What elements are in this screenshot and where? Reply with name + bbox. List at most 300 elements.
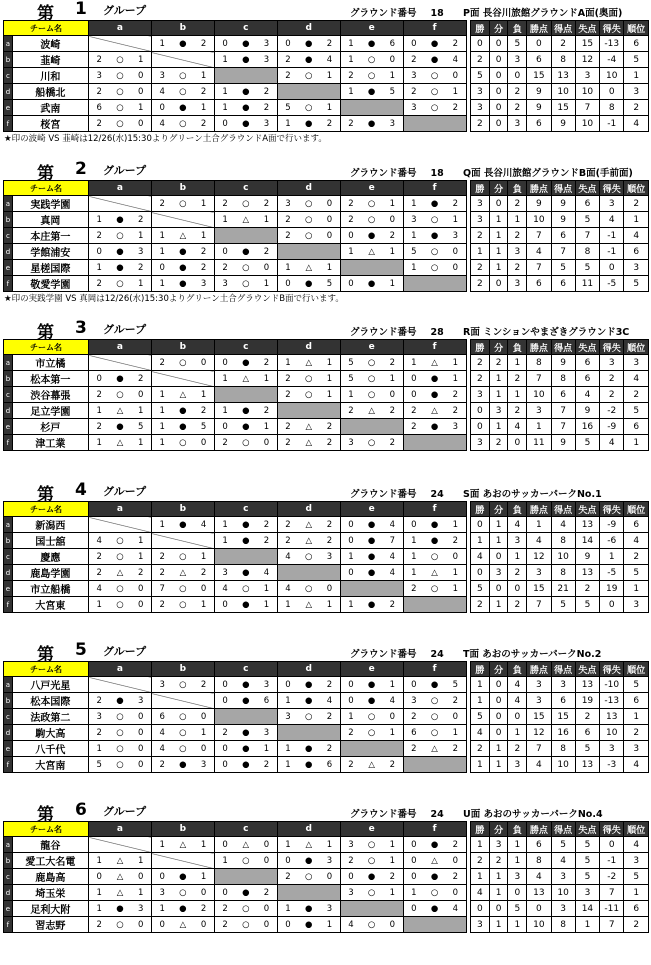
stat-value: 12 xyxy=(575,52,599,68)
stat-value: 2 xyxy=(508,84,527,100)
score: 2 xyxy=(193,260,214,276)
score: 2 xyxy=(256,517,277,533)
result-mark: ● xyxy=(361,693,382,709)
result-mark: △ xyxy=(109,565,130,581)
score: 0 xyxy=(193,709,214,725)
stat-value: 0 xyxy=(489,693,508,709)
score: 0 xyxy=(445,68,466,84)
team-row xyxy=(4,757,649,773)
score: 1 xyxy=(340,549,361,565)
header-row xyxy=(4,502,649,517)
score: 3 xyxy=(403,100,424,116)
score: 0 xyxy=(382,52,403,68)
team-row xyxy=(4,116,649,132)
opponent-header: d xyxy=(277,21,340,36)
score: 1 xyxy=(403,260,424,276)
score: 3 xyxy=(403,68,424,84)
stat-value: 1 xyxy=(575,917,599,933)
score: 1 xyxy=(193,837,214,853)
score: 1 xyxy=(89,260,110,276)
stat-header: 分 xyxy=(489,662,508,677)
stat-value: 6 xyxy=(527,52,551,68)
venue-name: U面 あおのサッカーパークNo.4 xyxy=(463,809,603,820)
self-match-cell xyxy=(277,725,340,741)
stat-value: -10 xyxy=(600,677,624,693)
header-row xyxy=(4,21,649,36)
stat-value: 0 xyxy=(600,597,624,613)
score: 0 xyxy=(445,549,466,565)
result-mark: ● xyxy=(424,196,445,212)
result-mark: ● xyxy=(361,276,382,292)
ground-number-value: 28 xyxy=(430,327,444,338)
stat-value: 8 xyxy=(527,355,551,371)
result-mark: △ xyxy=(235,371,256,387)
score: 2 xyxy=(403,84,424,100)
score: 0 xyxy=(130,709,151,725)
self-match-cell xyxy=(89,677,152,693)
result-mark: ○ xyxy=(298,371,319,387)
score: 1 xyxy=(130,853,151,869)
result-mark: ○ xyxy=(172,68,193,84)
stat-value: 8 xyxy=(575,244,599,260)
result-mark: △ xyxy=(361,244,382,260)
result-mark: ● xyxy=(172,100,193,116)
stat-value: 3 xyxy=(527,403,551,419)
score: 0 xyxy=(382,709,403,725)
stat-header: 負 xyxy=(508,662,527,677)
stat-value: 9 xyxy=(527,100,551,116)
score: 1 xyxy=(130,549,151,565)
stat-header: 得点 xyxy=(551,822,575,837)
group-dai: 第 xyxy=(37,805,55,825)
opponent-header: b xyxy=(151,502,214,517)
score: 4 xyxy=(151,116,172,132)
score: 6 xyxy=(151,709,172,725)
score: 5 xyxy=(277,100,298,116)
team-name: 船橋北 xyxy=(12,84,88,100)
score: 2 xyxy=(277,435,298,451)
score: 1 xyxy=(445,565,466,581)
score: 0 xyxy=(214,837,235,853)
score: 0 xyxy=(130,581,151,597)
score: 6 xyxy=(319,757,340,773)
stat-value: 2 xyxy=(624,549,649,565)
stat-value: 8 xyxy=(551,917,575,933)
venue-name: T面 あおのサッカーパークNo.2 xyxy=(463,649,602,660)
result-mark: ● xyxy=(172,901,193,917)
self-match-cell xyxy=(151,853,214,869)
group-block xyxy=(3,318,649,451)
score: 0 xyxy=(340,693,361,709)
score: 0 xyxy=(403,837,424,853)
stat-value: 3 xyxy=(600,196,624,212)
stat-value: 3 xyxy=(624,260,649,276)
stat-value: -1 xyxy=(600,228,624,244)
score: 0 xyxy=(214,677,235,693)
score: 3 xyxy=(277,196,298,212)
stat-value: 3 xyxy=(624,741,649,757)
score: 0 xyxy=(130,757,151,773)
stat-value: 2 xyxy=(489,853,508,869)
score: 2 xyxy=(340,116,361,132)
score: 0 xyxy=(214,757,235,773)
stat-value: -9 xyxy=(600,517,624,533)
stat-value: 3 xyxy=(551,901,575,917)
stat-value: 10 xyxy=(527,917,551,933)
result-mark: ○ xyxy=(361,709,382,725)
stat-value: 13 xyxy=(600,709,624,725)
stat-value: 1 xyxy=(489,533,508,549)
ground-number xyxy=(350,324,444,338)
group-dai: 第 xyxy=(37,645,55,665)
team-name: 敬愛学園 xyxy=(12,276,88,292)
score: 1 xyxy=(403,228,424,244)
opponent-header: d xyxy=(277,181,340,196)
score: 1 xyxy=(445,212,466,228)
stat-value: 8 xyxy=(551,533,575,549)
score: 3 xyxy=(151,68,172,84)
score: 2 xyxy=(340,757,361,773)
stat-header: 勝 xyxy=(470,662,489,677)
stat-value: 4 xyxy=(624,116,649,132)
score: 1 xyxy=(151,276,172,292)
result-mark: ○ xyxy=(109,533,130,549)
score: 1 xyxy=(382,68,403,84)
score: 2 xyxy=(151,355,172,371)
stat-value: 21 xyxy=(551,581,575,597)
result-mark: ● xyxy=(361,84,382,100)
group-header xyxy=(3,800,649,825)
team-row xyxy=(4,533,649,549)
ground-label: グラウンド番号 xyxy=(350,8,417,19)
score: 0 xyxy=(193,741,214,757)
stat-value: 6 xyxy=(527,276,551,292)
result-mark: ● xyxy=(298,917,319,933)
score: 1 xyxy=(130,228,151,244)
stat-value: 3 xyxy=(470,387,489,403)
score: 2 xyxy=(256,355,277,371)
result-mark: △ xyxy=(172,837,193,853)
score: 1 xyxy=(319,371,340,387)
stat-value: 7 xyxy=(551,403,575,419)
stat-value: 19 xyxy=(575,693,599,709)
row-letter: c xyxy=(4,709,13,725)
score: 2 xyxy=(382,435,403,451)
score: 2 xyxy=(277,517,298,533)
result-mark: ○ xyxy=(172,116,193,132)
stat-value: 3 xyxy=(527,693,551,709)
self-match-cell xyxy=(403,757,466,773)
result-mark: ○ xyxy=(235,276,256,292)
score: 0 xyxy=(340,517,361,533)
score: 2 xyxy=(403,581,424,597)
score: 0 xyxy=(130,84,151,100)
score: 2 xyxy=(89,549,110,565)
score: 2 xyxy=(89,276,110,292)
team-name: 星槎国際 xyxy=(12,260,88,276)
group-header xyxy=(3,0,649,24)
group-number: 2 xyxy=(75,159,87,179)
score: 1 xyxy=(382,837,403,853)
stat-value: 19 xyxy=(600,581,624,597)
stat-value: 8 xyxy=(551,565,575,581)
stat-value: 1 xyxy=(470,869,489,885)
opponent-header: a xyxy=(89,340,152,355)
stat-value: 2 xyxy=(470,260,489,276)
stat-value: 13 xyxy=(575,517,599,533)
score: 2 xyxy=(193,565,214,581)
stat-value: -1 xyxy=(600,244,624,260)
stat-value: 0 xyxy=(489,84,508,100)
score: 1 xyxy=(214,84,235,100)
score: 1 xyxy=(277,901,298,917)
result-mark: ● xyxy=(235,403,256,419)
stat-value: 9 xyxy=(551,212,575,228)
result-mark: ○ xyxy=(361,837,382,853)
result-mark: ● xyxy=(235,52,256,68)
score: 1 xyxy=(382,725,403,741)
row-letter: b xyxy=(4,693,13,709)
result-mark: ● xyxy=(235,597,256,613)
score: 1 xyxy=(319,597,340,613)
result-mark: △ xyxy=(424,403,445,419)
stat-value: 6 xyxy=(575,355,599,371)
stat-value: 6 xyxy=(624,244,649,260)
score: 2 xyxy=(445,36,466,52)
score: 0 xyxy=(340,677,361,693)
score: 3 xyxy=(256,36,277,52)
result-mark: ○ xyxy=(424,84,445,100)
stat-value: 7 xyxy=(600,885,624,901)
result-mark: △ xyxy=(172,565,193,581)
self-match-cell xyxy=(403,917,466,933)
score: 0 xyxy=(382,387,403,403)
stat-value: 2 xyxy=(624,725,649,741)
score: 1 xyxy=(151,228,172,244)
score: 0 xyxy=(256,435,277,451)
score: 1 xyxy=(382,276,403,292)
result-mark: ○ xyxy=(109,597,130,613)
stat-value: 1 xyxy=(489,244,508,260)
stat-value: -5 xyxy=(600,276,624,292)
standings-table xyxy=(3,821,649,933)
score: 2 xyxy=(340,212,361,228)
score: 0 xyxy=(445,260,466,276)
score: 1 xyxy=(89,885,110,901)
stat-value: 1 xyxy=(600,549,624,565)
team-row xyxy=(4,100,649,116)
score: 2 xyxy=(340,403,361,419)
score: 1 xyxy=(256,371,277,387)
score: 7 xyxy=(382,533,403,549)
stat-value: 3 xyxy=(624,355,649,371)
score: 2 xyxy=(89,387,110,403)
score: 1 xyxy=(193,387,214,403)
result-mark: △ xyxy=(424,853,445,869)
result-mark: ● xyxy=(298,36,319,52)
stat-value: 4 xyxy=(551,853,575,869)
stat-value: -6 xyxy=(600,533,624,549)
stat-value: 13 xyxy=(575,677,599,693)
result-mark: ● xyxy=(235,244,256,260)
score: 3 xyxy=(277,709,298,725)
score: 0 xyxy=(340,228,361,244)
opponent-header: d xyxy=(277,662,340,677)
stat-value: 13 xyxy=(575,757,599,773)
score: 2 xyxy=(340,853,361,869)
team-row xyxy=(4,68,649,84)
score: 5 xyxy=(382,84,403,100)
stat-value: 9 xyxy=(551,435,575,451)
result-mark: ● xyxy=(109,212,130,228)
result-mark: △ xyxy=(298,419,319,435)
result-mark: ● xyxy=(424,837,445,853)
result-mark: ○ xyxy=(361,355,382,371)
stat-value: 4 xyxy=(508,517,527,533)
score: 4 xyxy=(340,917,361,933)
score: 0 xyxy=(256,260,277,276)
stat-value: 1 xyxy=(508,725,527,741)
score: 2 xyxy=(89,116,110,132)
stat-header: 勝点 xyxy=(527,662,551,677)
result-mark: ○ xyxy=(424,581,445,597)
score: 0 xyxy=(214,597,235,613)
stat-value: 5 xyxy=(575,435,599,451)
opponent-header: f xyxy=(403,21,466,36)
score: 0 xyxy=(403,371,424,387)
stat-value: 5 xyxy=(508,901,527,917)
stat-value: 4 xyxy=(551,517,575,533)
stat-header: 順位 xyxy=(624,502,649,517)
score: 0 xyxy=(214,244,235,260)
score: 0 xyxy=(89,244,110,260)
opponent-header: d xyxy=(277,822,340,837)
ground-number-value: 18 xyxy=(430,168,444,179)
score: 5 xyxy=(340,355,361,371)
team-row xyxy=(4,581,649,597)
team-name: 実践学園 xyxy=(12,196,88,212)
result-mark: ○ xyxy=(424,68,445,84)
score: 2 xyxy=(256,757,277,773)
opponent-header: f xyxy=(403,502,466,517)
stat-value: 0 xyxy=(527,36,551,52)
stat-value: 9 xyxy=(527,196,551,212)
stat-value: 1 xyxy=(508,212,527,228)
score: 1 xyxy=(319,68,340,84)
stat-header: 失点 xyxy=(575,181,599,196)
result-mark: ● xyxy=(109,901,130,917)
stat-value: 4 xyxy=(508,677,527,693)
self-match-cell xyxy=(89,196,152,212)
score: 1 xyxy=(256,581,277,597)
score: 2 xyxy=(89,693,110,709)
row-letter: d xyxy=(4,84,13,100)
stat-value: 3 xyxy=(624,853,649,869)
score: 1 xyxy=(89,901,110,917)
team-name: 松本国際 xyxy=(12,693,88,709)
stat-header: 失点 xyxy=(575,21,599,36)
team-name: 津工業 xyxy=(12,435,88,451)
result-mark: ○ xyxy=(172,597,193,613)
stat-value: 2 xyxy=(508,565,527,581)
result-mark: △ xyxy=(172,917,193,933)
result-mark: △ xyxy=(298,435,319,451)
stat-header: 得点 xyxy=(551,340,575,355)
stat-value: 3 xyxy=(508,533,527,549)
ground-number-value: 24 xyxy=(430,649,444,660)
stat-value: 15 xyxy=(527,68,551,84)
stat-value: 1 xyxy=(489,597,508,613)
result-mark: ○ xyxy=(298,68,319,84)
score: 4 xyxy=(382,549,403,565)
result-mark: ● xyxy=(109,419,130,435)
group-label: グループ xyxy=(103,805,147,818)
stat-value: 3 xyxy=(551,869,575,885)
result-mark: ● xyxy=(361,36,382,52)
stat-value: 0 xyxy=(489,581,508,597)
score: 1 xyxy=(382,677,403,693)
stat-value: 0 xyxy=(489,677,508,693)
opponent-header: a xyxy=(89,822,152,837)
stat-value: 7 xyxy=(575,100,599,116)
result-mark: ● xyxy=(361,228,382,244)
stat-value: 0 xyxy=(527,901,551,917)
self-match-cell xyxy=(214,709,277,725)
score: 2 xyxy=(256,885,277,901)
ground-number xyxy=(350,165,444,179)
group-dai: 第 xyxy=(37,323,55,343)
score: 2 xyxy=(445,100,466,116)
ground-number-value: 24 xyxy=(430,489,444,500)
stat-value: 2 xyxy=(508,403,527,419)
result-mark: ○ xyxy=(109,68,130,84)
score: 1 xyxy=(403,196,424,212)
row-letter: c xyxy=(4,549,13,565)
score: 2 xyxy=(277,387,298,403)
score: 1 xyxy=(89,597,110,613)
stat-value: 3 xyxy=(624,84,649,100)
self-match-cell xyxy=(151,212,214,228)
stat-header: 勝点 xyxy=(527,21,551,36)
result-mark: △ xyxy=(424,355,445,371)
team-row xyxy=(4,837,649,853)
stat-value: 1 xyxy=(508,355,527,371)
result-mark: ○ xyxy=(361,853,382,869)
score: 0 xyxy=(403,901,424,917)
stat-value: 7 xyxy=(527,597,551,613)
score: 1 xyxy=(214,853,235,869)
stat-value: 5 xyxy=(624,52,649,68)
score: 2 xyxy=(89,84,110,100)
row-letter: d xyxy=(4,244,13,260)
result-mark: ○ xyxy=(172,435,193,451)
opponent-header: a xyxy=(89,21,152,36)
score: 2 xyxy=(319,533,340,549)
stat-value: 2 xyxy=(470,853,489,869)
score: 0 xyxy=(277,917,298,933)
result-mark: ○ xyxy=(298,869,319,885)
result-mark: ● xyxy=(172,244,193,260)
stat-value: 0 xyxy=(489,52,508,68)
stat-header: 勝点 xyxy=(527,502,551,517)
opponent-header: a xyxy=(89,502,152,517)
score: 2 xyxy=(214,260,235,276)
stat-value: 5 xyxy=(551,597,575,613)
row-letter: d xyxy=(4,725,13,741)
self-match-cell xyxy=(403,597,466,613)
stat-value: 0 xyxy=(489,36,508,52)
score: 0 xyxy=(445,709,466,725)
